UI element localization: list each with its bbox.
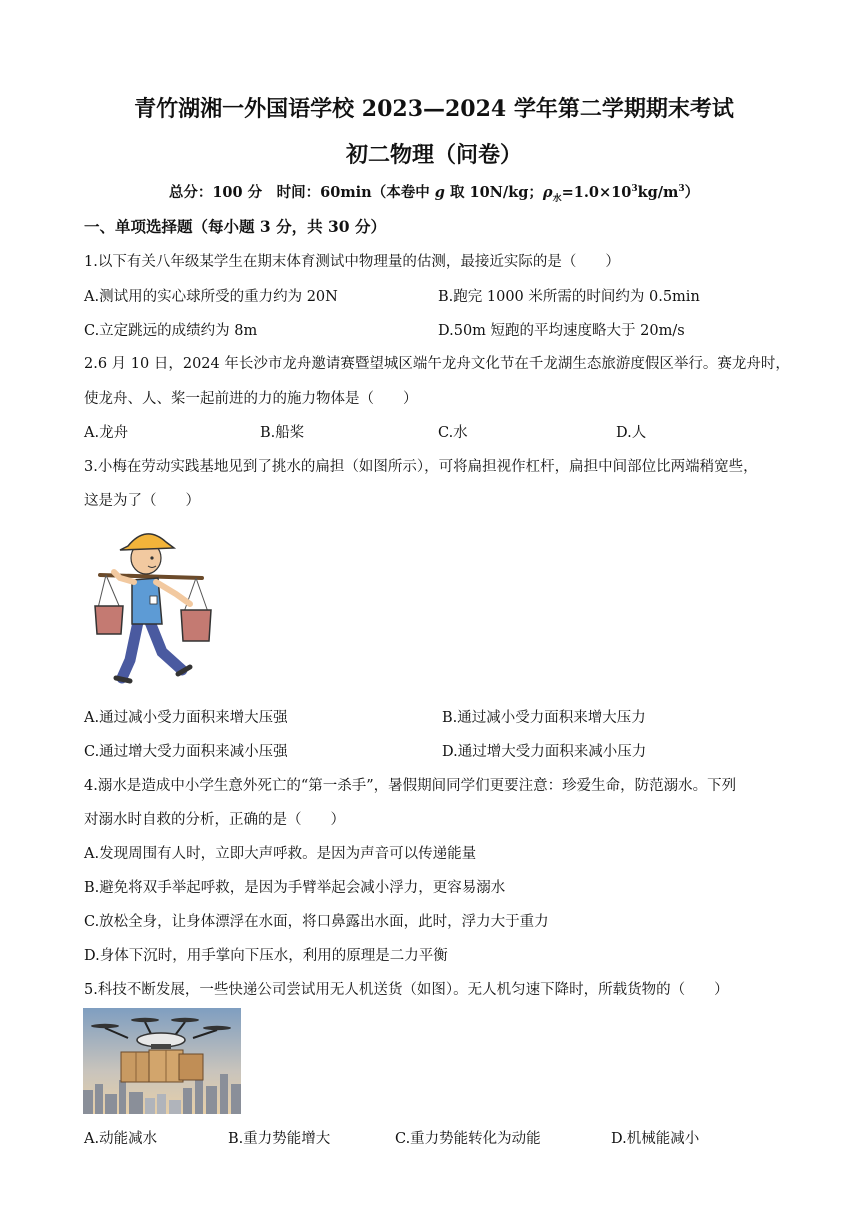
q1-option-d: D.50m 短跑的平均速度略大于 20m/s: [438, 323, 685, 339]
q3-option-d: D.通过增大受力面积来减小压力: [442, 744, 647, 760]
q2-option-c: C.水: [438, 425, 468, 441]
q5-option-b: B.重力势能增大: [228, 1131, 331, 1147]
q3-option-c: C.通过增大受力面积来减小压强: [84, 744, 288, 760]
q3-stem-line1: 3.小梅在劳动实践基地见到了挑水的扁担（如图所示），可将扁担视作杠杆，扁担中间部位比两端稍宽些，: [84, 459, 758, 475]
info-rho: ρ: [542, 184, 553, 201]
q3-stem-line2: 这是为了（ ）: [84, 493, 200, 509]
info-prefix: 总分：100 分 时间：60min（本卷中: [168, 184, 435, 201]
q4-option-d: D.身体下沉时，用手掌向下压水，利用的原理是二力平衡: [84, 948, 448, 964]
info-rho-val: =1.0×10: [561, 184, 632, 201]
q1-option-b: B.跑完 1000 米所需的时间约为 0.5min: [438, 289, 700, 305]
q5-option-c: C.重力势能转化为动能: [395, 1131, 541, 1147]
q5-stem: 5.科技不断发展，一些快递公司尝试用无人机送货（如图）。无人机匀速下降时，所载货物的（ ）: [84, 982, 729, 998]
info-unit-exp: 3: [678, 184, 685, 195]
q4-option-c: C.放松全身，让身体漂浮在水面，将口鼻露出水面，此时，浮力大于重力: [84, 914, 549, 930]
q2-option-d: D.人: [616, 425, 647, 441]
q3-option-a: A.通过减小受力面积来增大压强: [84, 710, 288, 726]
section-heading: 一、单项选择题（每小题 3 分，共 30 分）: [84, 217, 386, 236]
q2-option-a: A.龙舟: [84, 425, 129, 441]
drone-delivery-figure: [83, 1008, 241, 1114]
q2-stem-line1: 2.6 月 10 日，2024 年长沙市龙舟邀请赛暨望城区端午龙舟文化节在千龙湖生态旅游度假区举行。赛龙舟时，: [84, 356, 790, 372]
q4-option-b: B.避免将双手举起呼救，是因为手臂举起会减小浮力，更容易溺水: [84, 880, 506, 896]
q2-stem-line2: 使龙舟、人、桨一起前进的力的施力物体是（ ）: [84, 391, 418, 407]
q3-option-b: B.通过减小受力面积来增大压力: [442, 710, 646, 726]
info-mid: 取 10N/kg；: [444, 184, 543, 201]
q5-option-a: A.动能减水: [84, 1131, 158, 1147]
q1-stem: 1.以下有关八年级某学生在期末体育测试中物理量的估测，最接近实际的是（ ）: [84, 254, 620, 270]
exam-title: 青竹湖湘一外国语学校 2023—2024 学年第二学期期末考试: [134, 96, 734, 122]
q2-option-b: B.船桨: [260, 425, 305, 441]
q4-stem-line2: 对溺水时自救的分析，正确的是（ ）: [84, 812, 345, 828]
info-exp: 3: [631, 184, 638, 195]
exam-info: [0, 181, 868, 204]
q1-option-a: A.测试用的实心球所受的重力约为 20N: [84, 289, 338, 305]
q5-option-d: D.机械能减小: [611, 1131, 700, 1147]
q4-stem-line1: 4.溺水是造成中小学生意外死亡的“第一杀手”，暑假期间同学们更要注意：珍爱生命，防范溺水。下列: [84, 778, 737, 794]
info-g: g: [434, 184, 445, 201]
info-unit: kg/m: [637, 184, 679, 201]
carrying-pole-figure: [90, 520, 220, 690]
info-close: ）: [684, 184, 700, 201]
q1-option-c: C.立定跳远的成绩约为 8m: [84, 323, 258, 339]
q4-option-a: A.发现周围有人时，立即大声呼救。是因为声音可以传递能量: [84, 846, 477, 862]
info-rho-sub: 水: [552, 193, 562, 204]
exam-subtitle: 初二物理（问卷）: [345, 142, 522, 168]
